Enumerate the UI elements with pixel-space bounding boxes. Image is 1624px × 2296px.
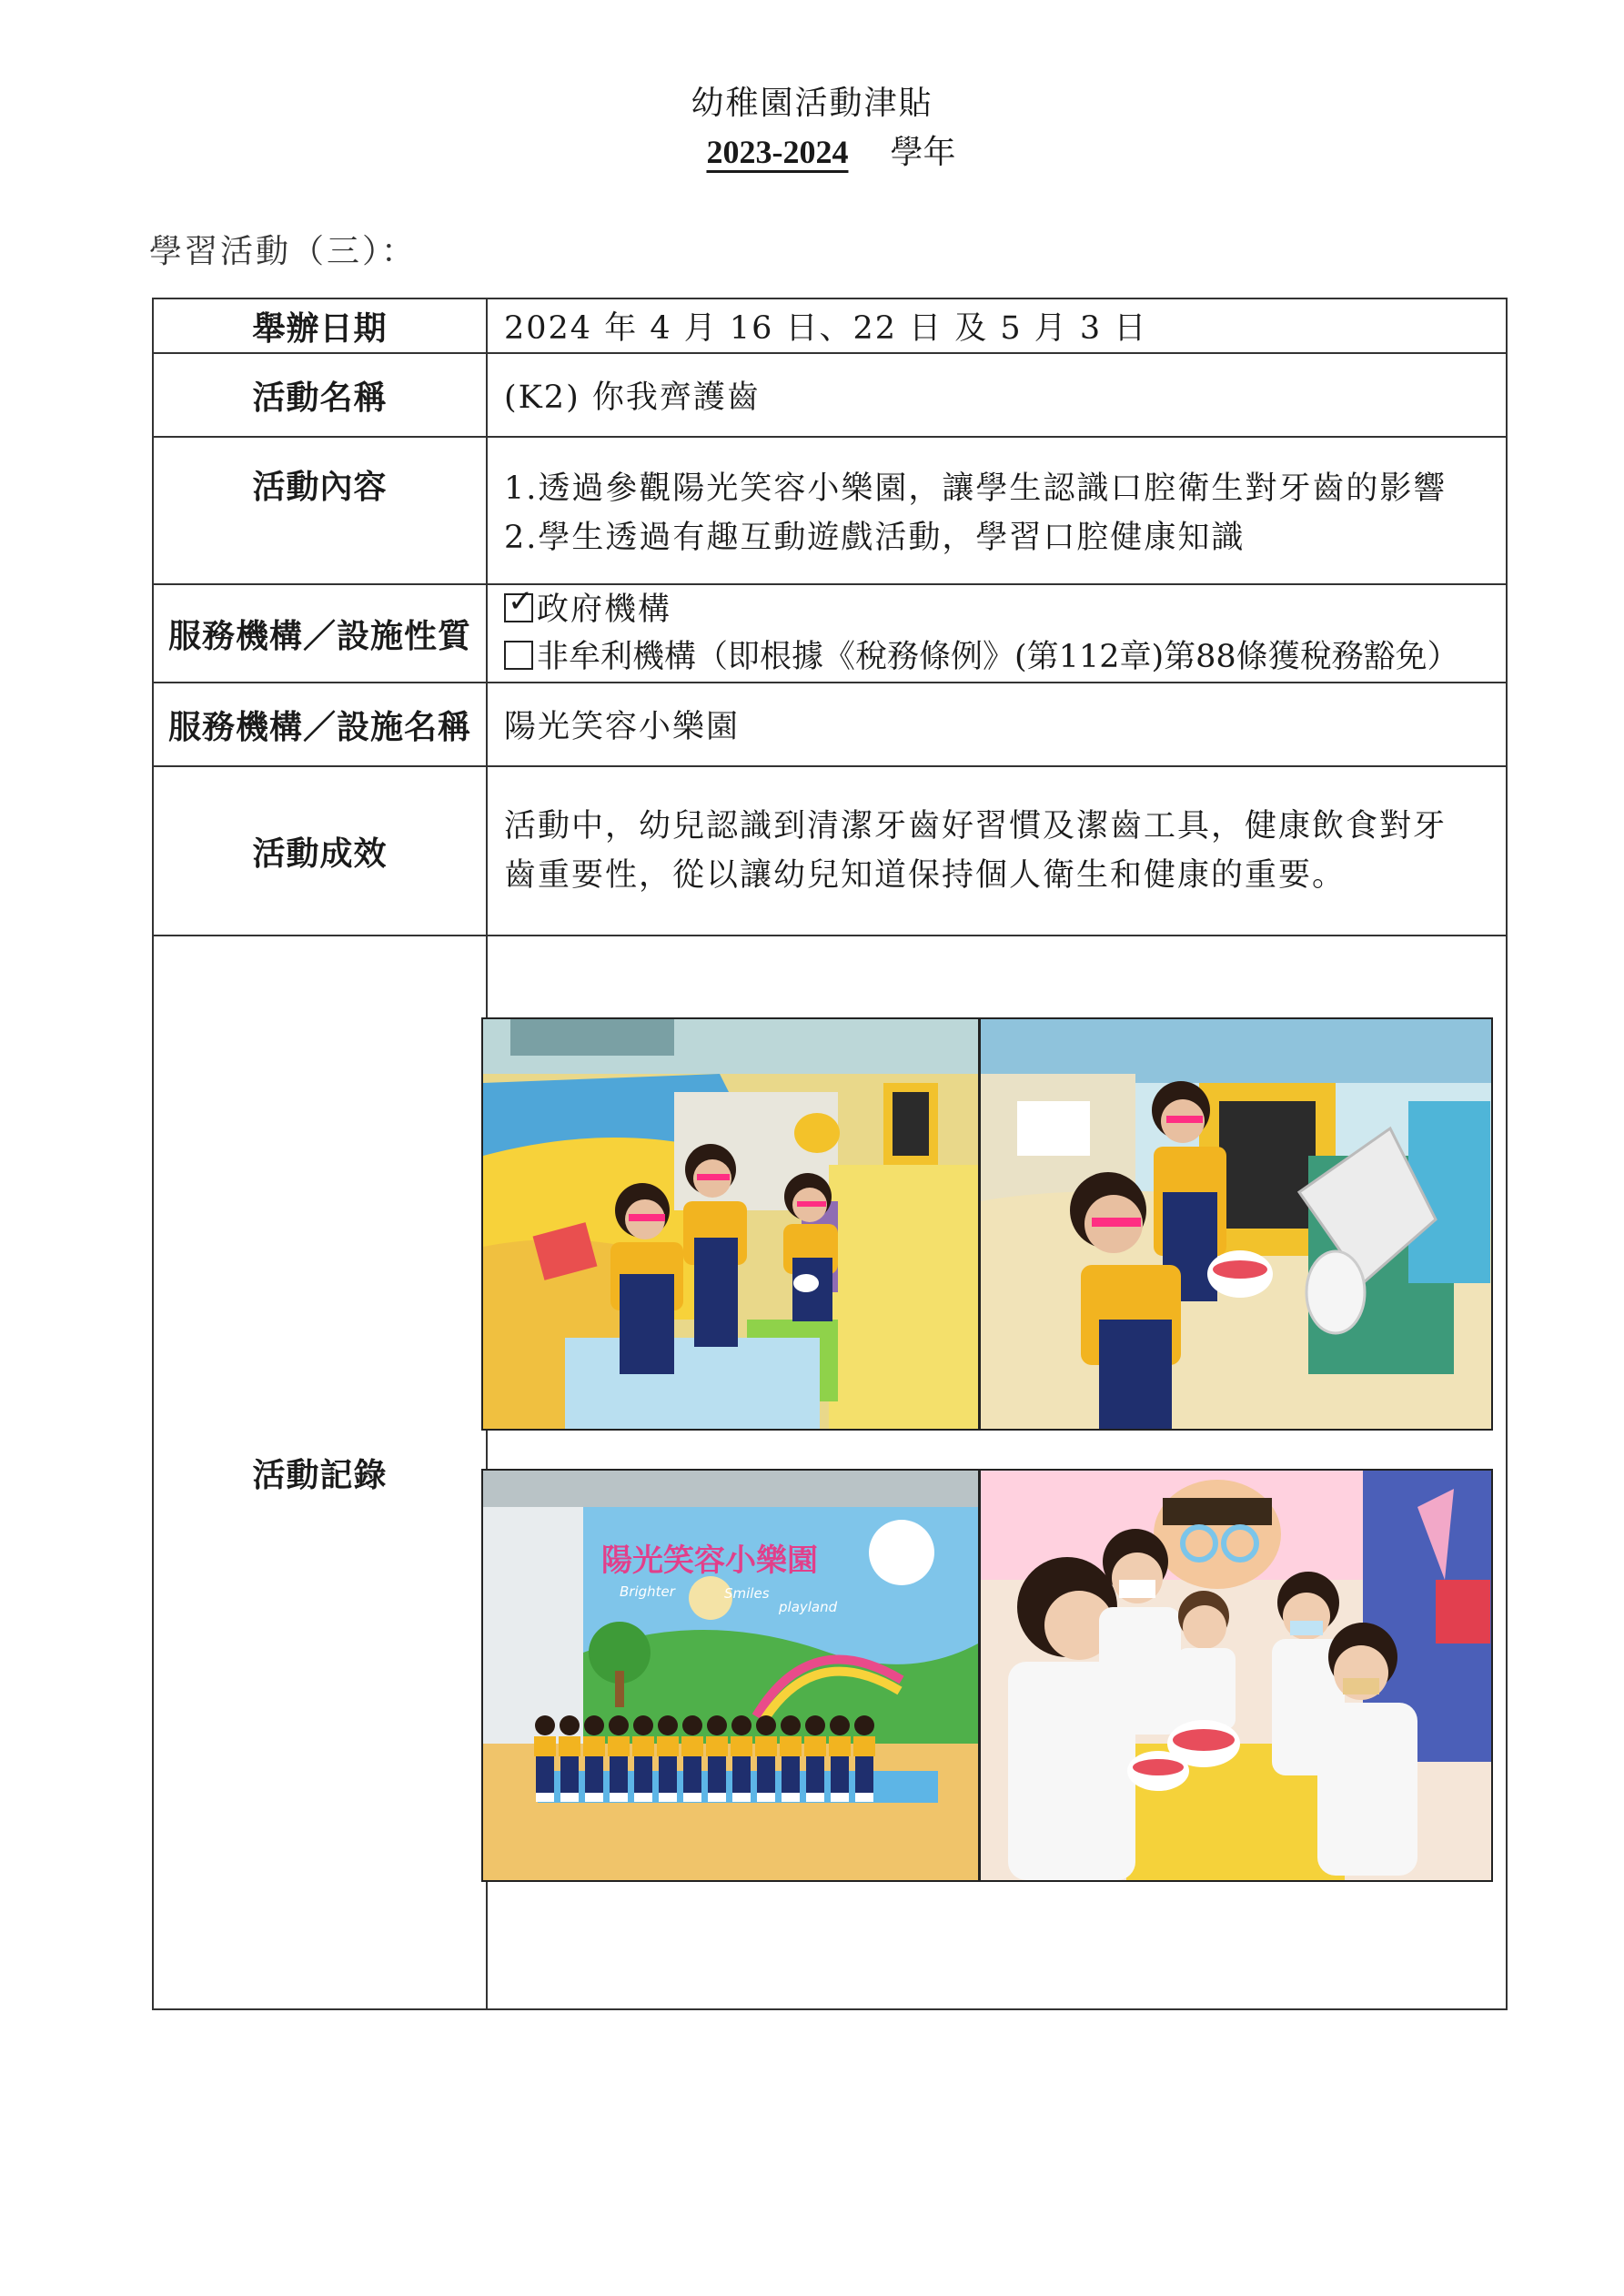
row-content [153, 437, 1507, 584]
child-figure [683, 1793, 701, 1802]
child-figure [829, 1736, 851, 1756]
child-figure [732, 1756, 751, 1793]
child-figure [536, 1756, 554, 1793]
result-line-2: 齒重要性，從以讓幼兒知道保持個人衛生和健康的重要。 [504, 857, 1347, 894]
child-figure [831, 1756, 849, 1793]
child-figure [805, 1715, 825, 1735]
date-label: 舉辦日期 [153, 298, 487, 353]
child-figure [757, 1756, 775, 1793]
child-figure [804, 1736, 826, 1756]
row-date [153, 298, 1507, 353]
child-figure [707, 1715, 727, 1735]
child-figure [659, 1793, 677, 1802]
child-figure [632, 1736, 654, 1756]
child-figure [534, 1736, 556, 1756]
facility-value: 陽光笑容小樂園 [487, 683, 1507, 766]
document-header [0, 80, 1624, 177]
photo-dental-chair [481, 1017, 980, 1431]
photo-group-sign [481, 1469, 980, 1882]
empty-checkbox-icon [504, 641, 533, 670]
child-figure [855, 1793, 873, 1802]
activity-photo-grid [481, 1017, 1500, 1882]
child-figure [634, 1756, 652, 1793]
option-government [504, 583, 1505, 633]
child-figure [755, 1736, 777, 1756]
result-value [487, 766, 1507, 936]
option-nonprofit-label: 非牟利機構（即根據《稅務條例》(第112章)第88條獲稅務豁免） [537, 639, 1459, 675]
name-value: (K2) 你我齊護齒 [487, 353, 1507, 437]
child-figure [855, 1756, 873, 1793]
sign-english-3: playland [779, 1599, 838, 1615]
child-figure [609, 1715, 629, 1735]
content-line-1: 1.透過參觀陽光笑容小樂園，讓學生認識口腔衛生對牙齒的影響 [504, 470, 1447, 507]
row-result [153, 766, 1507, 936]
checked-checkbox-icon [504, 583, 536, 622]
child-figure [806, 1793, 824, 1802]
child-figure [560, 1715, 580, 1735]
photo-dentist-play [979, 1469, 1493, 1882]
option-nonprofit [504, 633, 1505, 681]
facility-label: 服務機構／設施名稱 [153, 683, 487, 766]
nature-value [487, 584, 1507, 683]
child-figure [536, 1793, 554, 1802]
document-title: 幼稚園活動津貼 [691, 85, 933, 122]
row-facility [153, 683, 1507, 766]
child-figure [853, 1736, 875, 1756]
child-figure [659, 1756, 677, 1793]
child-figure [657, 1736, 679, 1756]
child-figure [634, 1793, 652, 1802]
child-figure [658, 1715, 678, 1735]
result-label: 活動成效 [153, 766, 487, 936]
photo-xray-machine [979, 1017, 1493, 1431]
child-figure [757, 1793, 775, 1802]
sign-chinese-text: 陽光笑容小樂園 [601, 1542, 818, 1579]
nature-label: 服務機構／設施性質 [153, 584, 487, 683]
child-figure [633, 1715, 653, 1735]
result-line-1: 活動中，幼兒認識到清潔牙齒好習慣及潔齒工具，健康飲食對牙 [504, 808, 1447, 845]
row-name [153, 353, 1507, 437]
child-figure [782, 1793, 800, 1802]
child-figure [682, 1715, 702, 1735]
content-label: 活動內容 [153, 437, 487, 584]
child-figure [583, 1736, 605, 1756]
child-figure [831, 1793, 849, 1802]
child-figure [806, 1756, 824, 1793]
school-year-value: 2023-2024 [706, 134, 849, 170]
child-figure [585, 1756, 603, 1793]
child-figure [708, 1793, 726, 1802]
child-figure [781, 1715, 801, 1735]
checkmark-icon: ✓ [508, 583, 536, 620]
child-figure [584, 1715, 604, 1735]
record-label: 活動記錄 [153, 936, 487, 2009]
section-heading: 學習活動（三）： [149, 233, 418, 270]
content-value [487, 437, 1507, 584]
date-value: 2024 年 4 月 16 日、22 日 及 5 月 3 日 [487, 298, 1507, 353]
child-figure [560, 1793, 579, 1802]
child-figure [708, 1756, 726, 1793]
child-figure [559, 1736, 580, 1756]
child-figure [610, 1756, 628, 1793]
child-figure [706, 1736, 728, 1756]
school-year [0, 127, 1624, 177]
child-figure [732, 1793, 751, 1802]
child-figure [681, 1736, 703, 1756]
name-label: 活動名稱 [153, 353, 487, 437]
child-figure [830, 1715, 850, 1735]
school-year-suffix: 學年 [890, 134, 956, 171]
sign-english-2: Smiles [724, 1585, 770, 1602]
option-government-label: 政府機構 [537, 592, 672, 628]
child-figure [585, 1793, 603, 1802]
child-figure [780, 1736, 802, 1756]
child-figure [683, 1756, 701, 1793]
child-figure [731, 1736, 752, 1756]
child-figure [535, 1715, 555, 1735]
child-figure [608, 1736, 630, 1756]
content-line-2: 2.學生透過有趣互動遊戲活動，學習口腔健康知識 [504, 519, 1246, 556]
child-figure [756, 1715, 776, 1735]
child-figure [731, 1715, 751, 1735]
sign-english-1: Brighter [620, 1583, 675, 1600]
row-nature [153, 584, 1507, 683]
child-figure [782, 1756, 800, 1793]
child-figure [610, 1793, 628, 1802]
child-figure [854, 1715, 874, 1735]
child-figure [560, 1756, 579, 1793]
